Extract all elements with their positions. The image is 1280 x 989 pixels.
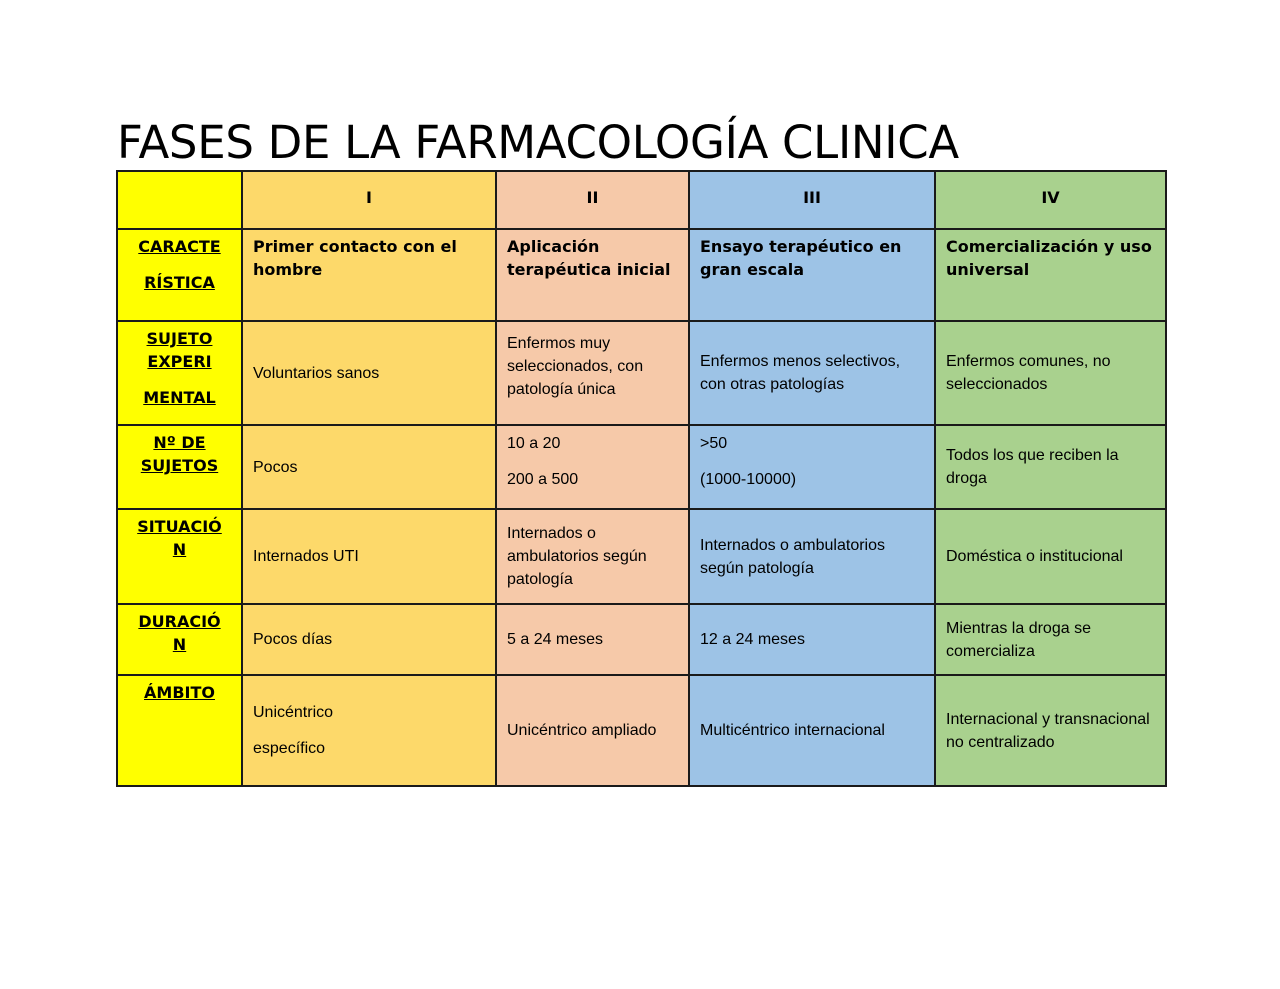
caracteristica-ii: Aplicación terapéutica inicial [496,229,689,321]
situacion-iv: Doméstica o institucional [935,509,1166,604]
phase-header-iii: III [689,171,935,229]
duracion-ii: 5 a 24 meses [496,604,689,675]
phase-header-ii: II [496,171,689,229]
numero-i: Pocos [242,425,496,509]
caracteristica-iii: Ensayo terapéutico en gran escala [689,229,935,321]
ambito-iii: Multicéntrico internacional [689,675,935,786]
row-label-caracteristica: CARACTE RÍSTICA [117,229,242,321]
sujeto-ii: Enfermos muy seleccionados, con patología única [496,321,689,425]
row-situacion [117,509,1166,604]
ambito-iv: Internacional y transnacional no centralizado [935,675,1166,786]
sujeto-i: Voluntarios sanos [242,321,496,425]
situacion-i: Internados UTI [242,509,496,604]
row-label-situacion: SITUACIÓ N [117,509,242,604]
situacion-iii: Internados o ambulatorios según patología [689,509,935,604]
sujeto-iv: Enfermos comunes, no seleccionados [935,321,1166,425]
ambito-i: Unicéntrico específico [242,675,496,786]
corner-cell [117,171,242,229]
row-ambito [117,675,1166,786]
row-duracion [117,604,1166,675]
duracion-iv: Mientras la droga se comercializa [935,604,1166,675]
caracteristica-iv: Comercialización y uso universal [935,229,1166,321]
row-label-ambito: ÁMBITO [117,675,242,786]
row-sujeto [117,321,1166,425]
phases-table [116,170,1167,787]
ambito-ii: Unicéntrico ampliado [496,675,689,786]
header-row [117,171,1166,229]
row-caracteristica [117,229,1166,321]
numero-iii: >50 (1000-10000) [689,425,935,509]
numero-iv: Todos los que reciben la droga [935,425,1166,509]
row-label-duracion: DURACIÓ N [117,604,242,675]
row-label-sujeto: SUJETO EXPERI MENTAL [117,321,242,425]
row-numero [117,425,1166,509]
phase-header-i: I [242,171,496,229]
sujeto-iii: Enfermos menos selectivos, con otras patologías [689,321,935,425]
caracteristica-i: Primer contacto con el hombre [242,229,496,321]
duracion-i: Pocos días [242,604,496,675]
situacion-ii: Internados o ambulatorios según patología [496,509,689,604]
row-label-numero: Nº DE SUJETOS [117,425,242,509]
numero-ii: 10 a 20 200 a 500 [496,425,689,509]
page-title: FASES DE LA FARMACOLOGÍA CLINICA [117,116,959,169]
phase-header-iv: IV [935,171,1166,229]
duracion-iii: 12 a 24 meses [689,604,935,675]
